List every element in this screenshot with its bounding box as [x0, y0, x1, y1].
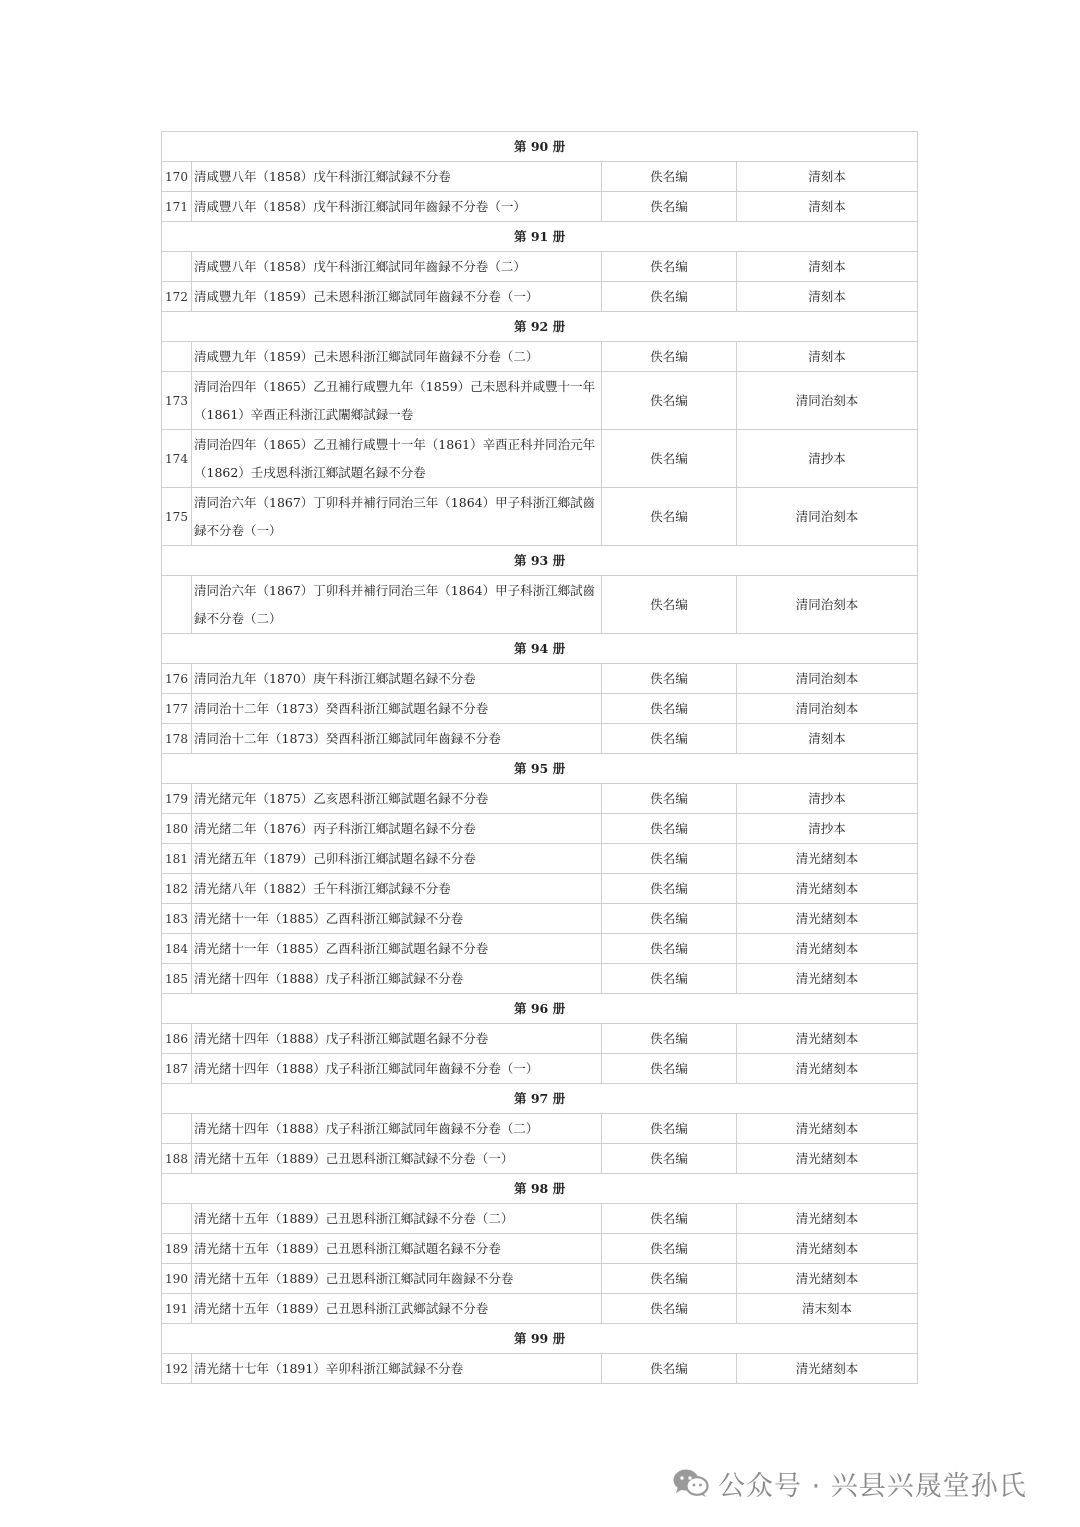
volume-label: 第 93 册 [162, 546, 918, 576]
entry-edition: 清光緒刻本 [737, 1144, 918, 1174]
entry-number [162, 1204, 192, 1234]
entry-number: 177 [162, 694, 192, 724]
entry-editor: 佚名编 [602, 1024, 737, 1054]
table-row [162, 1054, 918, 1084]
volume-header-row [162, 222, 918, 252]
entry-edition: 清光緒刻本 [737, 844, 918, 874]
entry-title: 清光緒十一年（1885）乙酉科浙江鄉試題名録不分卷 [192, 934, 602, 964]
entry-title: 清光緒十五年（1889）己丑恩科浙江鄉試録不分卷（二） [192, 1204, 602, 1234]
entry-edition: 清抄本 [737, 814, 918, 844]
entry-edition: 清同治刻本 [737, 694, 918, 724]
table-row [162, 488, 918, 546]
entry-edition: 清同治刻本 [737, 576, 918, 634]
table-row [162, 372, 918, 430]
entry-editor: 佚名编 [602, 694, 737, 724]
volume-header-row [162, 754, 918, 784]
table-row [162, 576, 918, 634]
volume-header-row [162, 994, 918, 1024]
catalog-body [162, 132, 918, 1384]
volume-header-row [162, 132, 918, 162]
table-row [162, 844, 918, 874]
entry-title: 清光緒十五年（1889）己丑恩科浙江鄉試同年齒録不分卷 [192, 1264, 602, 1294]
entry-number: 182 [162, 874, 192, 904]
entry-editor: 佚名编 [602, 1144, 737, 1174]
entry-number: 192 [162, 1354, 192, 1384]
entry-title: 清同治六年（1867）丁卯科并補行同治三年（1864）甲子科浙江鄉試齒録不分卷（一） [192, 488, 602, 546]
table-row [162, 1264, 918, 1294]
volume-label: 第 95 册 [162, 754, 918, 784]
watermark-footer [672, 1458, 1062, 1508]
entry-title: 清光緒十四年（1888）戊子科浙江鄉試題名録不分卷 [192, 1024, 602, 1054]
table-row [162, 724, 918, 754]
volume-label: 第 94 册 [162, 634, 918, 664]
entry-number: 175 [162, 488, 192, 546]
volume-label: 第 97 册 [162, 1084, 918, 1114]
entry-title: 清光緒五年（1879）己卯科浙江鄉試題名録不分卷 [192, 844, 602, 874]
entry-title: 清光緒十五年（1889）己丑恩科浙江鄉試題名録不分卷 [192, 1234, 602, 1264]
entry-title: 清同治六年（1867）丁卯科并補行同治三年（1864）甲子科浙江鄉試齒録不分卷（二） [192, 576, 602, 634]
entry-title: 清同治十二年（1873）癸酉科浙江鄉試題名録不分卷 [192, 694, 602, 724]
entry-title: 清光緒元年（1875）乙亥恩科浙江鄉試題名録不分卷 [192, 784, 602, 814]
table-row [162, 1144, 918, 1174]
entry-editor: 佚名编 [602, 724, 737, 754]
entry-number [162, 1114, 192, 1144]
table-row [162, 1204, 918, 1234]
entry-number: 187 [162, 1054, 192, 1084]
entry-editor: 佚名编 [602, 488, 737, 546]
entry-number: 180 [162, 814, 192, 844]
entry-title: 清咸豐九年（1859）己未恩科浙江鄉試同年齒録不分卷（二） [192, 342, 602, 372]
entry-number: 191 [162, 1294, 192, 1324]
entry-editor: 佚名编 [602, 904, 737, 934]
entry-number: 184 [162, 934, 192, 964]
entry-edition: 清抄本 [737, 430, 918, 488]
entry-title: 清光緒二年（1876）丙子科浙江鄉試題名録不分卷 [192, 814, 602, 844]
volume-header-row [162, 1174, 918, 1204]
entry-editor: 佚名编 [602, 664, 737, 694]
entry-edition: 清光緒刻本 [737, 904, 918, 934]
entry-editor: 佚名编 [602, 1114, 737, 1144]
volume-label: 第 99 册 [162, 1324, 918, 1354]
entry-edition: 清刻本 [737, 192, 918, 222]
entry-editor: 佚名编 [602, 1204, 737, 1234]
entry-edition: 清抄本 [737, 784, 918, 814]
volume-header-row [162, 634, 918, 664]
entry-edition: 清光緒刻本 [737, 1264, 918, 1294]
entry-editor: 佚名编 [602, 430, 737, 488]
entry-edition: 清同治刻本 [737, 488, 918, 546]
entry-number: 171 [162, 192, 192, 222]
entry-number: 189 [162, 1234, 192, 1264]
volume-header-row [162, 1324, 918, 1354]
table-row [162, 282, 918, 312]
table-row [162, 252, 918, 282]
entry-editor: 佚名编 [602, 814, 737, 844]
entry-title: 清同治四年（1865）乙丑補行咸豐九年（1859）己未恩科并咸豐十一年（1861）辛酉正科浙江武闈鄉試録一卷 [192, 372, 602, 430]
entry-title: 清光緒十五年（1889）己丑恩科浙江武鄉試録不分卷 [192, 1294, 602, 1324]
entry-edition: 清刻本 [737, 724, 918, 754]
volume-label: 第 98 册 [162, 1174, 918, 1204]
entry-title: 清光緒八年（1882）壬午科浙江鄉試録不分卷 [192, 874, 602, 904]
entry-editor: 佚名编 [602, 1234, 737, 1264]
table-row [162, 430, 918, 488]
entry-editor: 佚名编 [602, 576, 737, 634]
table-row [162, 1024, 918, 1054]
table-row [162, 664, 918, 694]
table-row [162, 192, 918, 222]
table-row [162, 904, 918, 934]
watermark-text: 公众号 · 兴县兴晟堂孙氏 [718, 1470, 1027, 1502]
entry-edition: 清末刻本 [737, 1294, 918, 1324]
entry-number [162, 342, 192, 372]
entry-edition: 清光緒刻本 [737, 964, 918, 994]
entry-edition: 清光緒刻本 [737, 1024, 918, 1054]
entry-number: 185 [162, 964, 192, 994]
entry-title: 清光緒十七年（1891）辛卯科浙江鄉試録不分卷 [192, 1354, 602, 1384]
table-row [162, 964, 918, 994]
volume-label: 第 96 册 [162, 994, 918, 1024]
entry-edition: 清光緒刻本 [737, 1234, 918, 1264]
entry-edition: 清刻本 [737, 342, 918, 372]
volume-header-row [162, 546, 918, 576]
entry-edition: 清光緒刻本 [737, 934, 918, 964]
volume-label: 第 92 册 [162, 312, 918, 342]
entry-editor: 佚名编 [602, 1264, 737, 1294]
entry-number: 190 [162, 1264, 192, 1294]
entry-edition: 清同治刻本 [737, 664, 918, 694]
entry-edition: 清光緒刻本 [737, 1114, 918, 1144]
entry-edition: 清刻本 [737, 162, 918, 192]
table-row [162, 814, 918, 844]
entry-title: 清同治十二年（1873）癸酉科浙江鄉試同年齒録不分卷 [192, 724, 602, 754]
table-row [162, 1114, 918, 1144]
volume-header-row [162, 1084, 918, 1114]
entry-number: 172 [162, 282, 192, 312]
entry-number: 179 [162, 784, 192, 814]
entry-editor: 佚名编 [602, 844, 737, 874]
entry-number: 181 [162, 844, 192, 874]
entry-number [162, 252, 192, 282]
entry-edition: 清刻本 [737, 252, 918, 282]
entry-number: 176 [162, 664, 192, 694]
entry-number: 170 [162, 162, 192, 192]
table-row [162, 342, 918, 372]
entry-editor: 佚名编 [602, 1354, 737, 1384]
entry-number: 174 [162, 430, 192, 488]
entry-edition: 清光緒刻本 [737, 874, 918, 904]
entry-number: 188 [162, 1144, 192, 1174]
table-row [162, 162, 918, 192]
entry-title: 清咸豐八年（1858）戊午科浙江鄉試同年齒録不分卷（二） [192, 252, 602, 282]
catalog-table [161, 131, 918, 1384]
entry-editor: 佚名编 [602, 372, 737, 430]
entry-number: 178 [162, 724, 192, 754]
entry-editor: 佚名编 [602, 342, 737, 372]
entry-title: 清光緒十一年（1885）乙酉科浙江鄉試録不分卷 [192, 904, 602, 934]
entry-title: 清咸豐八年（1858）戊午科浙江鄉試同年齒録不分卷（一） [192, 192, 602, 222]
entry-editor: 佚名编 [602, 162, 737, 192]
table-row [162, 934, 918, 964]
table-row [162, 874, 918, 904]
entry-number: 183 [162, 904, 192, 934]
table-row [162, 1294, 918, 1324]
entry-title: 清咸豐八年（1858）戊午科浙江鄉試録不分卷 [192, 162, 602, 192]
volume-label: 第 90 册 [162, 132, 918, 162]
table-row [162, 784, 918, 814]
entry-edition: 清同治刻本 [737, 372, 918, 430]
entry-title: 清光緒十四年（1888）戊子科浙江鄉試録不分卷 [192, 964, 602, 994]
table-row [162, 694, 918, 724]
entry-editor: 佚名编 [602, 934, 737, 964]
entry-edition: 清光緒刻本 [737, 1354, 918, 1384]
entry-editor: 佚名编 [602, 874, 737, 904]
entry-editor: 佚名编 [602, 1294, 737, 1324]
entry-title: 清咸豐九年（1859）己未恩科浙江鄉試同年齒録不分卷（一） [192, 282, 602, 312]
entry-edition: 清光緒刻本 [737, 1204, 918, 1234]
table-row [162, 1234, 918, 1264]
entry-number: 173 [162, 372, 192, 430]
entry-editor: 佚名编 [602, 252, 737, 282]
entry-editor: 佚名编 [602, 192, 737, 222]
entry-editor: 佚名编 [602, 964, 737, 994]
entry-title: 清同治四年（1865）乙丑補行咸豐十一年（1861）辛酉正科并同治元年（1862）壬戌恩科浙江鄉試題名録不分卷 [192, 430, 602, 488]
entry-title: 清光緒十五年（1889）己丑恩科浙江鄉試録不分卷（一） [192, 1144, 602, 1174]
entry-title: 清光緒十四年（1888）戊子科浙江鄉試同年齒録不分卷（一） [192, 1054, 602, 1084]
entry-edition: 清光緒刻本 [737, 1054, 918, 1084]
wechat-icon [672, 1467, 710, 1499]
entry-edition: 清刻本 [737, 282, 918, 312]
table-row [162, 1354, 918, 1384]
entry-editor: 佚名编 [602, 784, 737, 814]
entry-number: 186 [162, 1024, 192, 1054]
volume-header-row [162, 312, 918, 342]
entry-number [162, 576, 192, 634]
volume-label: 第 91 册 [162, 222, 918, 252]
entry-title: 清同治九年（1870）庚午科浙江鄉試題名録不分卷 [192, 664, 602, 694]
entry-editor: 佚名编 [602, 1054, 737, 1084]
entry-title: 清光緒十四年（1888）戊子科浙江鄉試同年齒録不分卷（二） [192, 1114, 602, 1144]
entry-editor: 佚名编 [602, 282, 737, 312]
